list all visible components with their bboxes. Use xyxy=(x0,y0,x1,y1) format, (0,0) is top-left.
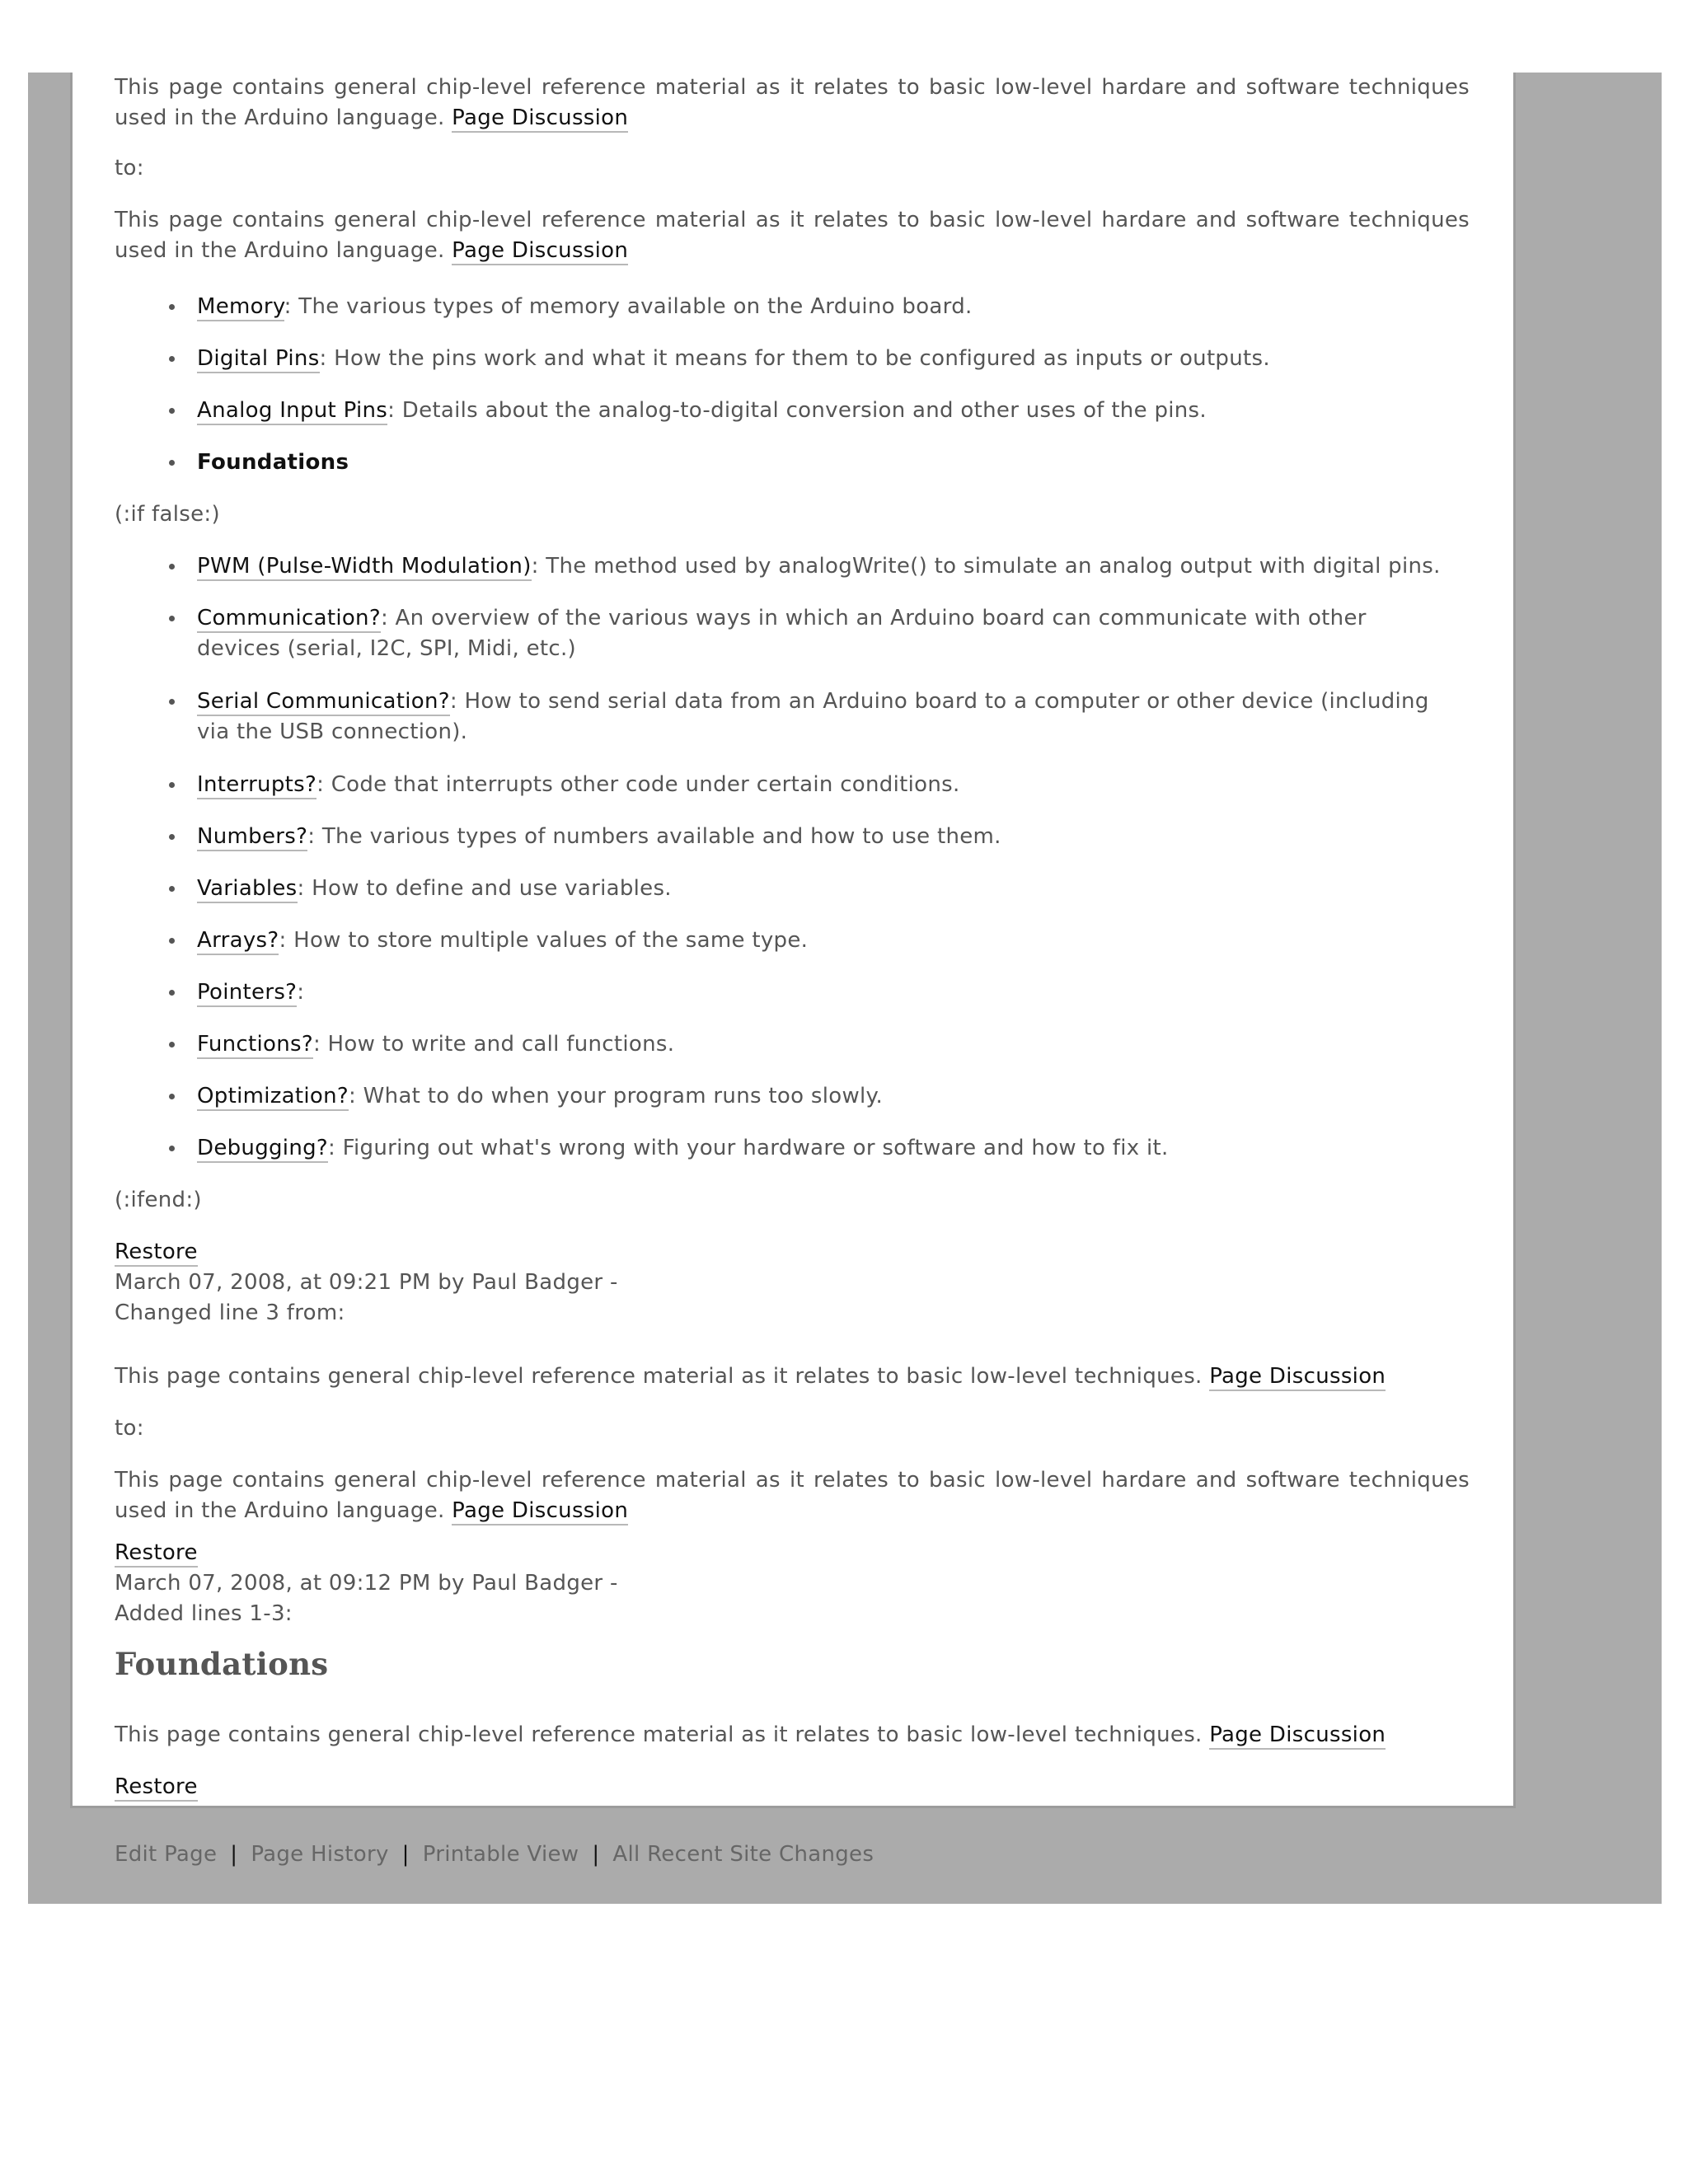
list-item xyxy=(197,551,1450,582)
list-item xyxy=(197,874,1450,904)
list-item xyxy=(197,344,1450,374)
list-item xyxy=(197,292,1450,322)
ifend-directive: (:ifend:) xyxy=(115,1188,202,1212)
list-item xyxy=(197,822,1450,852)
bullet-icon xyxy=(169,1094,175,1099)
page-discussion-link[interactable]: Page Discussion xyxy=(452,1498,628,1526)
pwm-link[interactable]: PWM (Pulse-Width Modulation) xyxy=(197,554,532,581)
memory-link[interactable]: Memory xyxy=(197,294,284,321)
list-item-description: : The method used by analogWrite() to simulate an analog output with digital pins. xyxy=(531,554,1441,579)
printable-view-link[interactable]: Printable View xyxy=(422,1842,579,1867)
to-label: to: xyxy=(115,1416,144,1441)
revision-entry xyxy=(115,1237,1470,1329)
bullet-icon xyxy=(169,938,175,944)
rev1-from-paragraph xyxy=(115,1361,1470,1392)
restore-link[interactable]: Restore xyxy=(115,1774,198,1802)
list-item-description: : How to send serial data from an Arduino board to a computer or other device (including via the USB connection). xyxy=(197,689,1429,744)
list-item-description: : Details about the analog-to-digital conversion and other uses of the pins. xyxy=(387,398,1207,423)
arrays-link[interactable]: Arrays? xyxy=(197,928,279,955)
list-item-description: : xyxy=(297,980,305,1005)
pointers-link[interactable]: Pointers? xyxy=(197,980,297,1007)
bullet-icon xyxy=(169,616,175,621)
foundations-bold-item: Foundations xyxy=(197,450,349,475)
variables-link[interactable]: Variables xyxy=(197,876,298,903)
serial-communication-link[interactable]: Serial Communication? xyxy=(197,689,450,716)
optimization-link[interactable]: Optimization? xyxy=(197,1084,349,1111)
bullet-icon xyxy=(169,564,175,569)
diff-from-text: This page contains general chip-level reference material as it relates to basic low-level hardare and software techniques used in the Arduino language. xyxy=(115,75,1470,130)
bullet-icon xyxy=(169,782,175,788)
bullet-icon xyxy=(169,886,175,892)
all-recent-site-changes-link[interactable]: All Recent Site Changes xyxy=(612,1842,874,1867)
edit-page-link[interactable]: Edit Page xyxy=(115,1842,218,1867)
to-label: to: xyxy=(115,156,144,180)
list-item xyxy=(197,977,1450,1008)
footer-separator: | xyxy=(401,1842,410,1867)
list-item xyxy=(197,770,1450,800)
diff-to-text: This page contains general chip-level reference material as it relates to basic low-level hardare and software techniques used in the Arduino language. xyxy=(115,208,1470,263)
list-item xyxy=(197,687,1450,748)
list-item-description: : How to write and call functions. xyxy=(312,1032,675,1057)
list-item-description: : The various types of memory available on the Arduino board. xyxy=(284,294,973,319)
list-item xyxy=(197,448,1450,478)
list-item-description: : The various types of numbers available and how to use them. xyxy=(307,824,1001,849)
list-item xyxy=(197,1029,1450,1060)
diff-from-paragraph xyxy=(115,73,1470,134)
rev2-paragraph xyxy=(115,1720,1470,1750)
content-panel xyxy=(70,73,1516,1808)
list-item xyxy=(197,603,1450,664)
page-discussion-link[interactable]: Page Discussion xyxy=(452,105,628,133)
analog-input-pins-link[interactable]: Analog Input Pins xyxy=(197,398,387,425)
footer-links xyxy=(115,1840,874,1870)
list-item-description: : How the pins work and what it means for them to be configured as inputs or outputs. xyxy=(319,346,1270,371)
list-item-description: : An overview of the various ways in which an Arduino board can communicate with other devices (serial, I2C, SPI, Midi, etc.) xyxy=(197,606,1367,661)
list-item-description: : How to define and use variables. xyxy=(297,876,672,901)
debugging-link[interactable]: Debugging? xyxy=(197,1136,328,1163)
foundations-heading: Foundations xyxy=(115,1646,329,1682)
list-item-description: : Figuring out what's wrong with your hardware or software and how to fix it. xyxy=(328,1136,1169,1160)
list-item xyxy=(197,1081,1450,1112)
revision-meta: March 07, 2008, at 09:21 PM by Paul Badger - xyxy=(115,1270,618,1295)
revision-meta: March 07, 2008, at 09:12 PM by Paul Badger - xyxy=(115,1571,618,1596)
list-item-description: : What to do when your program runs too slowly. xyxy=(349,1084,884,1108)
list-item xyxy=(197,396,1450,426)
restore-link[interactable]: Restore xyxy=(115,1540,198,1568)
revision-entry xyxy=(115,1538,1470,1629)
digital-pins-link[interactable]: Digital Pins xyxy=(197,346,320,373)
if-false-directive: (:if false:) xyxy=(115,502,220,527)
list-item-description: : Code that interrupts other code under certain conditions. xyxy=(316,772,960,797)
page-discussion-link[interactable]: Page Discussion xyxy=(1209,1364,1386,1391)
bullet-icon xyxy=(169,408,175,414)
list-item xyxy=(197,926,1450,956)
rev1-to-paragraph xyxy=(115,1465,1470,1526)
added-text: This page contains general chip-level reference material as it relates to basic low-level techniques. xyxy=(115,1722,1203,1747)
list-item xyxy=(197,1133,1450,1164)
bullet-icon xyxy=(169,990,175,996)
bullet-icon xyxy=(169,1042,175,1047)
bullet-icon xyxy=(169,304,175,310)
bullet-icon xyxy=(169,699,175,705)
footer-separator: | xyxy=(592,1842,600,1867)
functions-link[interactable]: Functions? xyxy=(197,1032,313,1059)
revision-change-summary: Changed line 3 from: xyxy=(115,1301,345,1325)
footer-separator: | xyxy=(230,1842,238,1867)
revision-change-summary: Added lines 1-3: xyxy=(115,1601,293,1626)
diff-from-text: This page contains general chip-level reference material as it relates to basic low-level techniques. xyxy=(115,1364,1203,1389)
page-history-link[interactable]: Page History xyxy=(251,1842,389,1867)
revision-entry xyxy=(115,1772,1470,1802)
diff-to-text: This page contains general chip-level reference material as it relates to basic low-level hardare and software techniques used in the Arduino language. xyxy=(115,1468,1470,1523)
numbers-link[interactable]: Numbers? xyxy=(197,824,307,851)
bullet-icon xyxy=(169,356,175,362)
bullet-icon xyxy=(169,460,175,466)
diff-to-paragraph xyxy=(115,205,1470,266)
bullet-icon xyxy=(169,834,175,840)
page-discussion-link[interactable]: Page Discussion xyxy=(452,238,628,265)
interrupts-link[interactable]: Interrupts? xyxy=(197,772,316,799)
list-item-description: : How to store multiple values of the same type. xyxy=(279,928,809,953)
restore-link[interactable]: Restore xyxy=(115,1240,198,1267)
communication-link[interactable]: Communication? xyxy=(197,606,381,633)
bullet-icon xyxy=(169,1146,175,1151)
page-discussion-link[interactable]: Page Discussion xyxy=(1209,1722,1386,1750)
